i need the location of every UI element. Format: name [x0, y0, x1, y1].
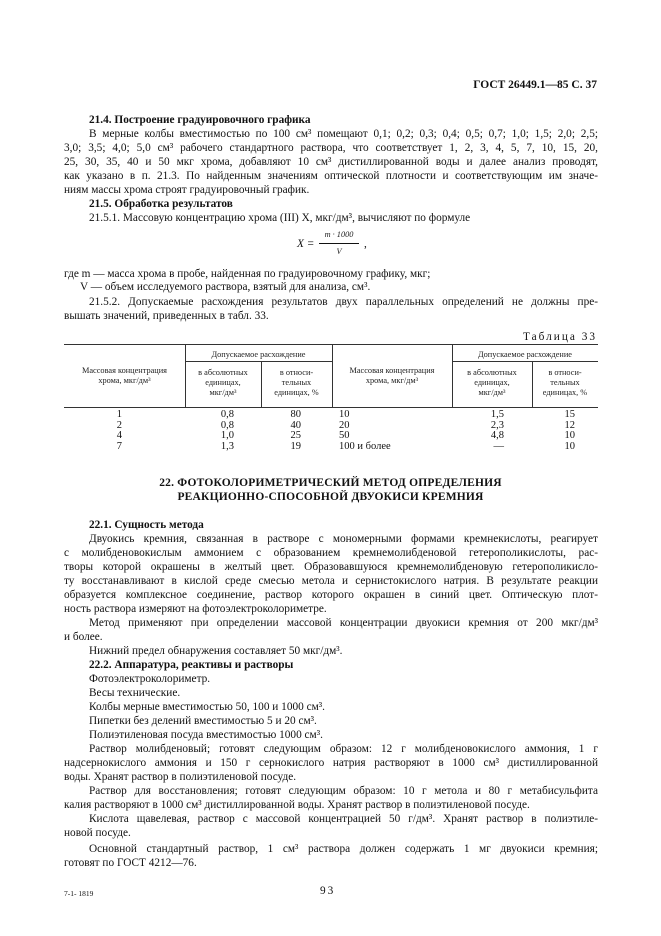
formula-comma: ,: [364, 238, 367, 250]
table-body-col-conc2: 10 20 50 100 и более: [339, 409, 391, 452]
paragraph-line: надсернокислого аммония и 150 г сернокислого натрия растворяют в 1000 см³ дистиллированной: [64, 757, 598, 769]
paragraph-line: вышать значений, приведенных в табл. 33.: [64, 310, 269, 322]
paragraph-line: как указано в п. 21.3. По найденным значениям оптической плотности и соответствующим им значе-: [64, 170, 598, 182]
table-head-rel-2: в относи- тельных единицах, %: [542, 368, 588, 397]
equipment-item: Фотоэлектроколориметр.: [89, 673, 211, 685]
paragraph-21-5-2: 21.5.2. Допускаемые расхождения результатов двух параллельных определений не должны пре-: [89, 296, 598, 308]
table-group-rule: [185, 361, 332, 362]
section-22-title-line2: РЕАКЦИОННО-СПОСОБНОЙ ДВУОКИСИ КРЕМНИЯ: [177, 491, 484, 503]
section-22-title-line1: 22. ФОТОКОЛОРИМЕТРИЧЕСКИЙ МЕТОД ОПРЕДЕЛЕНИЯ: [159, 477, 502, 489]
paragraph-line: калия растворяют в 1000 см³ дистиллированной воды. Хранят раствор в полиэтиленовой посуде.: [64, 799, 530, 811]
paragraph-line: Раствор для восстановления; готовят следующим образом: 10 г метола и 80 г метабисульфита: [89, 785, 598, 797]
paragraph-line: Двуокись кремния, связанная в растворе с мономерными формами кремнекислоты, реагирует: [89, 533, 598, 545]
formula-where-m: где m — масса хрома в пробе, найденная по градуировочному графику, мкг;: [64, 268, 431, 280]
paragraph-line: воды. Хранят раствор в полиэтиленовой посуде.: [64, 771, 297, 783]
equipment-item: Полиэтиленовая посуда вместимостью 1000 см³.: [89, 729, 323, 741]
paragraph-line: 25, 30, 35, 40 и 50 мкг хрома, добавляют 10 см³ дистиллированной воды и далее анализ проводят,: [64, 156, 598, 168]
page-number: 93: [320, 885, 336, 897]
print-code: 7-1- 1819: [64, 889, 94, 898]
table-body-col-rel1: 80 40 25 19: [290, 409, 301, 452]
table-head-mass-2: Массовая концентрация хрома, мкг/дм³: [349, 366, 435, 385]
page-header: ГОСТ 26449.1—85 С. 37: [473, 79, 597, 91]
equipment-item: Колбы мерные вместимостью 50, 100 и 1000 см³.: [89, 701, 325, 713]
paragraph-line: Метод применяют при определении массовой концентрации двуокиси кремния от 200 мкг/дм³: [89, 617, 598, 629]
section-22-1-title: 22.1. Сущность метода: [89, 519, 204, 531]
table-body-col-conc1: 1 2 4 7: [116, 409, 122, 452]
formula-denominator: V: [336, 247, 342, 256]
formula-numerator: m · 1000: [324, 230, 354, 239]
table-body-col-abs2: 1,5 2,3 4,8 —: [490, 409, 504, 452]
paragraph-line: ность раствора измеряют на фотоэлектроколориметре.: [64, 603, 327, 615]
table-top-rule: [64, 344, 598, 345]
paragraph-line: ту восстанавливают в кислой среде смесью метола и сернистокислого натрия. В результате реакции: [64, 575, 598, 587]
equipment-item: Пипетки без делений вместимостью 5 и 20 см³.: [89, 715, 317, 727]
equipment-item: Весы технические.: [89, 687, 181, 699]
paragraph-line: В мерные колбы вместимостью по 100 см³ помещают 0,1; 0,2; 0,3; 0,4; 0,5; 0,7; 1,0; 1,5; 2,0; 2,5;: [89, 128, 598, 140]
table-caption: Таблица 33: [523, 331, 597, 343]
paragraph-line: с молибденовокислым аммонием с образованием кремнемолибденовой гетерополикислоты, рас-: [64, 547, 598, 559]
paragraph-line: образуется комплексное соединение, раствор которого окрашен в синий цвет. Оптическую плот-: [64, 589, 598, 601]
paragraph-detection-limit: Нижний предел обнаружения составляет 50 мкг/дм³.: [89, 645, 343, 657]
section-21-5-title: 21.5. Обработка результатов: [89, 198, 233, 210]
paragraph-line: новой посуде.: [64, 827, 131, 839]
table-header-rule: [64, 407, 598, 408]
table-group-rule: [452, 361, 598, 362]
paragraph-line: Раствор молибденовый; готовят следующим образом: 12 г молибденовокислого аммония, 1 г: [89, 743, 598, 755]
table-head-group-1: Допускаемое расхождение: [211, 350, 306, 359]
paragraph-line: и более.: [64, 631, 103, 643]
paragraph-line: Кислота щавелевая, раствор с массовой концентрацией 50 г/дм³. Хранят раствор в полиэтиле-: [89, 813, 598, 825]
table-head-group-2: Допускаемое расхождение: [478, 350, 572, 359]
paragraph-line: 3,0; 3,5; 4,0; 5,0 см³ рабочего стандартного раствора, что соответствует 1, 2, 3, 4, 5, 7, 10, 15, 20,: [64, 142, 598, 154]
paragraph-21-5-1: 21.5.1. Массовую концентрацию хрома (III) X, мкг/дм³, вычисляют по формуле: [89, 212, 471, 224]
table-head-rel-1: в относи- тельных единицах, %: [274, 368, 319, 397]
paragraph-line: творы которой окрашены в желтый цвет. Образовавшуюся кремнемолибденовую гетерополикисло-: [64, 561, 598, 573]
table-head-abs-2: в абсолютных единицах, мкг/дм³: [467, 368, 517, 397]
paragraph-line: Основной стандартный раствор, 1 см³ раствора должен содержать 1 мг двуокиси кремния;: [89, 843, 598, 855]
formula-where-v: V — объем исследуемого раствора, взятый для анализа, см³.: [80, 281, 371, 293]
table-body-col-rel2: 15 12 10 10: [564, 409, 575, 452]
formula-lhs: X =: [297, 238, 315, 250]
section-21-4-title: 21.4. Построение градуировочного графика: [89, 114, 311, 126]
formula-fraction-bar: [319, 243, 359, 244]
paragraph-line: ниям массы хрома строят градуировочный график.: [64, 184, 310, 196]
section-22-2-title: 22.2. Аппаратура, реактивы и растворы: [89, 659, 294, 671]
paragraph-line: готовят по ГОСТ 4212—76.: [64, 857, 197, 869]
table-body-col-abs1: 0,8 0,8 1,0 1,3: [220, 409, 234, 452]
table-head-mass-1: Массовая концентрация хрома, мкг/дм³: [82, 366, 167, 385]
table-head-abs-1: в абсолютных единицах, мкг/дм³: [198, 368, 248, 397]
